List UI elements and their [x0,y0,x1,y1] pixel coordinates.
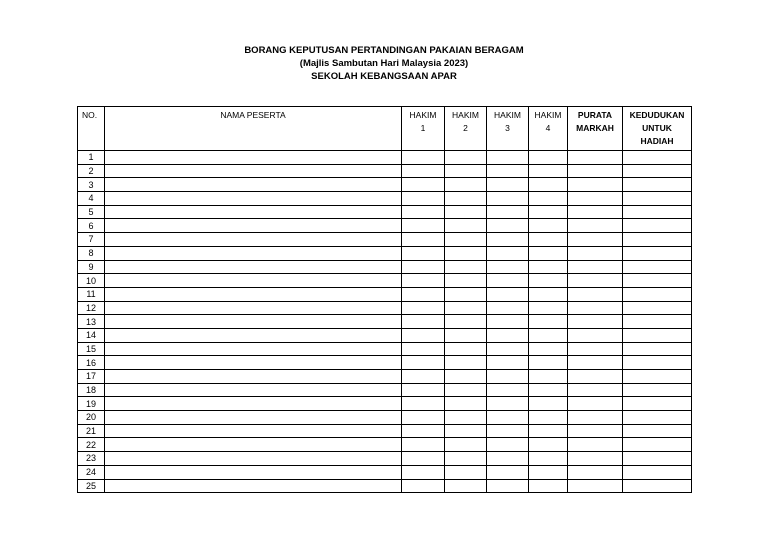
judge-3-score-cell[interactable] [487,452,529,466]
judge-4-score-cell[interactable] [529,383,568,397]
prize-rank-cell[interactable] [623,370,692,384]
table-row [78,192,692,206]
judge-4-score-cell[interactable] [529,192,568,206]
judge-4-score-cell[interactable] [529,465,568,479]
prize-rank-cell[interactable] [623,438,692,452]
header-no: NO. [78,107,105,151]
participant-name-cell[interactable] [105,465,402,479]
participant-name-cell[interactable] [105,301,402,315]
average-score-cell[interactable] [568,424,623,438]
row-number: 10 [78,274,105,288]
prize-rank-cell[interactable] [623,315,692,329]
row-number: 9 [78,260,105,274]
judge-4-score-cell[interactable] [529,178,568,192]
table-row [78,438,692,452]
row-number: 4 [78,192,105,206]
header-average-score [568,107,623,151]
header-judge-3 [487,107,529,151]
rank-line-1: KEDUDUKAN [629,110,685,120]
table-row [78,465,692,479]
average-score-cell[interactable] [568,233,623,247]
average-score-cell[interactable] [568,192,623,206]
judge-1-score-cell[interactable] [402,164,445,178]
judge-4-score-cell[interactable] [529,342,568,356]
table-row [78,424,692,438]
judge-4-score-cell[interactable] [529,452,568,466]
average-score-cell[interactable] [568,274,623,288]
judge-1-score-cell[interactable] [402,219,445,233]
table-row [78,219,692,233]
judge-4-score-cell[interactable] [529,219,568,233]
judge-3-label: HAKIM [494,110,521,120]
judge-2-score-cell[interactable] [445,233,487,247]
judge-2-score-cell[interactable] [445,328,487,342]
judge-1-score-cell[interactable] [402,205,445,219]
judge-2-score-cell[interactable] [445,356,487,370]
prize-rank-cell[interactable] [623,287,692,301]
judge-1-score-cell[interactable] [402,246,445,260]
participant-name-cell[interactable] [105,246,402,260]
judge-4-score-cell[interactable] [529,397,568,411]
prize-rank-cell[interactable] [623,192,692,206]
judge-2-score-cell[interactable] [445,287,487,301]
judge-1-score-cell[interactable] [402,397,445,411]
row-number: 23 [78,452,105,466]
prize-rank-cell[interactable] [623,328,692,342]
judge-1-score-cell[interactable] [402,287,445,301]
average-score-cell[interactable] [568,479,623,493]
judge-1-score-cell[interactable] [402,233,445,247]
table-row [78,164,692,178]
judge-2-score-cell[interactable] [445,219,487,233]
table-row [78,479,692,493]
prize-rank-cell[interactable] [623,479,692,493]
judge-4-score-cell[interactable] [529,424,568,438]
judge-2-score-cell[interactable] [445,424,487,438]
prize-rank-cell[interactable] [623,205,692,219]
prize-rank-cell[interactable] [623,164,692,178]
header-judge-1 [402,107,445,151]
row-number: 21 [78,424,105,438]
judge-4-number: 4 [545,123,551,133]
form-title-block [0,44,768,83]
judge-4-score-cell[interactable] [529,370,568,384]
judge-3-score-cell[interactable] [487,342,529,356]
table-row [78,315,692,329]
judge-2-score-cell[interactable] [445,178,487,192]
row-number: 15 [78,342,105,356]
average-score-cell[interactable] [568,260,623,274]
judge-2-score-cell[interactable] [445,438,487,452]
form-title: BORANG KEPUTUSAN PERTANDINGAN PAKAIAN BERAGAM [244,45,524,56]
participant-name-cell[interactable] [105,411,402,425]
participant-name-cell[interactable] [105,205,402,219]
average-score-cell[interactable] [568,465,623,479]
rank-line-2: UNTUK [642,123,672,133]
table-row [78,233,692,247]
judge-1-score-cell[interactable] [402,383,445,397]
judge-3-score-cell[interactable] [487,328,529,342]
judge-4-score-cell[interactable] [529,438,568,452]
average-score-cell[interactable] [568,151,623,165]
participant-name-cell[interactable] [105,260,402,274]
row-number: 17 [78,370,105,384]
judge-4-score-cell[interactable] [529,246,568,260]
row-number: 24 [78,465,105,479]
judge-2-score-cell[interactable] [445,370,487,384]
prize-rank-cell[interactable] [623,233,692,247]
judge-2-score-cell[interactable] [445,411,487,425]
prize-rank-cell[interactable] [623,246,692,260]
judge-1-score-cell[interactable] [402,479,445,493]
participant-name-cell[interactable] [105,452,402,466]
table-row [78,397,692,411]
row-number: 19 [78,397,105,411]
judge-1-score-cell[interactable] [402,370,445,384]
average-score-cell[interactable] [568,246,623,260]
average-score-cell[interactable] [568,301,623,315]
average-line-2: MARKAH [576,123,614,133]
judge-4-score-cell[interactable] [529,260,568,274]
judge-1-score-cell[interactable] [402,151,445,165]
judge-4-score-cell[interactable] [529,328,568,342]
judge-3-score-cell[interactable] [487,315,529,329]
prize-rank-cell[interactable] [623,397,692,411]
judge-2-score-cell[interactable] [445,465,487,479]
row-number: 2 [78,164,105,178]
average-score-cell[interactable] [568,315,623,329]
judge-4-score-cell[interactable] [529,301,568,315]
participant-name-cell[interactable] [105,397,402,411]
header-judge-2 [445,107,487,151]
judge-1-score-cell[interactable] [402,315,445,329]
table-row [78,342,692,356]
prize-rank-cell[interactable] [623,260,692,274]
row-number: 3 [78,178,105,192]
judge-3-score-cell[interactable] [487,151,529,165]
table-header-row [78,107,692,151]
table-row [78,411,692,425]
participant-name-cell[interactable] [105,151,402,165]
judge-3-score-cell[interactable] [487,274,529,288]
row-number: 14 [78,328,105,342]
participant-name-cell[interactable] [105,164,402,178]
row-number: 5 [78,205,105,219]
judge-1-score-cell[interactable] [402,274,445,288]
average-score-cell[interactable] [568,356,623,370]
table-row [78,452,692,466]
judge-3-score-cell[interactable] [487,287,529,301]
table-row [78,274,692,288]
row-number: 6 [78,219,105,233]
judge-2-score-cell[interactable] [445,164,487,178]
prize-rank-cell[interactable] [623,452,692,466]
table-row [78,301,692,315]
header-prize-rank [623,107,692,151]
prize-rank-cell[interactable] [623,219,692,233]
judge-3-score-cell[interactable] [487,233,529,247]
row-number: 13 [78,315,105,329]
judge-3-score-cell[interactable] [487,479,529,493]
judge-1-score-cell[interactable] [402,465,445,479]
participant-name-cell[interactable] [105,438,402,452]
average-score-cell[interactable] [568,397,623,411]
average-score-cell[interactable] [568,219,623,233]
participant-name-cell[interactable] [105,233,402,247]
participant-name-cell[interactable] [105,219,402,233]
average-score-cell[interactable] [568,287,623,301]
judge-2-score-cell[interactable] [445,479,487,493]
judge-2-score-cell[interactable] [445,151,487,165]
table-row [78,356,692,370]
judge-3-score-cell[interactable] [487,411,529,425]
participant-name-cell[interactable] [105,342,402,356]
participant-name-cell[interactable] [105,424,402,438]
average-score-cell[interactable] [568,452,623,466]
prize-rank-cell[interactable] [623,274,692,288]
prize-rank-cell[interactable] [623,424,692,438]
judge-3-score-cell[interactable] [487,192,529,206]
judge-2-score-cell[interactable] [445,397,487,411]
form-subtitle-school: SEKOLAH KEBANGSAAN APAR [311,71,457,82]
judge-2-score-cell[interactable] [445,383,487,397]
judge-3-score-cell[interactable] [487,260,529,274]
row-number: 18 [78,383,105,397]
participant-name-cell[interactable] [105,178,402,192]
judge-4-label: HAKIM [534,110,562,120]
prize-rank-cell[interactable] [623,383,692,397]
judge-4-score-cell[interactable] [529,205,568,219]
row-number: 25 [78,479,105,493]
judge-2-label: HAKIM [452,110,479,120]
judge-3-score-cell[interactable] [487,219,529,233]
average-score-cell[interactable] [568,178,623,192]
average-line-1: PURATA [577,110,613,120]
judge-1-score-cell[interactable] [402,424,445,438]
prize-rank-cell[interactable] [623,411,692,425]
judge-2-score-cell[interactable] [445,274,487,288]
judge-2-score-cell[interactable] [445,260,487,274]
judge-3-score-cell[interactable] [487,383,529,397]
average-score-cell[interactable] [568,411,623,425]
row-number: 20 [78,411,105,425]
prize-rank-cell[interactable] [623,465,692,479]
judge-1-score-cell[interactable] [402,328,445,342]
judge-3-score-cell[interactable] [487,246,529,260]
judge-1-label: HAKIM [409,110,437,120]
participant-name-cell[interactable] [105,287,402,301]
judge-3-score-cell[interactable] [487,356,529,370]
form-subtitle-event: (Majlis Sambutan Hari Malaysia 2023) [299,58,469,69]
judge-1-score-cell[interactable] [402,411,445,425]
judge-4-score-cell[interactable] [529,274,568,288]
judge-1-score-cell[interactable] [402,342,445,356]
judge-3-score-cell[interactable] [487,438,529,452]
table-row [78,246,692,260]
row-number: 12 [78,301,105,315]
judge-2-score-cell[interactable] [445,301,487,315]
row-number: 7 [78,233,105,247]
judge-2-score-cell[interactable] [445,246,487,260]
row-number: 8 [78,246,105,260]
judge-3-score-cell[interactable] [487,397,529,411]
table-row [78,260,692,274]
judge-1-score-cell[interactable] [402,452,445,466]
average-score-cell[interactable] [568,342,623,356]
table-row [78,178,692,192]
judge-4-score-cell[interactable] [529,356,568,370]
judge-4-score-cell[interactable] [529,151,568,165]
judge-3-score-cell[interactable] [487,424,529,438]
table-row [78,370,692,384]
judge-2-score-cell[interactable] [445,342,487,356]
participant-name-cell[interactable] [105,315,402,329]
judge-3-score-cell[interactable] [487,465,529,479]
participant-name-cell[interactable] [105,192,402,206]
table-row [78,287,692,301]
table-row [78,205,692,219]
table-row [78,383,692,397]
row-number: 11 [78,287,105,301]
judge-2-score-cell[interactable] [445,192,487,206]
judge-1-score-cell[interactable] [402,438,445,452]
judge-4-score-cell[interactable] [529,164,568,178]
prize-rank-cell[interactable] [623,151,692,165]
judge-2-score-cell[interactable] [445,452,487,466]
prize-rank-cell[interactable] [623,301,692,315]
rank-line-3: HADIAH [640,136,674,146]
judge-2-number: 2 [463,123,468,133]
judge-3-score-cell[interactable] [487,301,529,315]
participant-name-cell[interactable] [105,328,402,342]
average-score-cell[interactable] [568,438,623,452]
participant-name-cell[interactable] [105,356,402,370]
judge-4-score-cell[interactable] [529,233,568,247]
results-table [77,106,692,493]
average-score-cell[interactable] [568,328,623,342]
table-row [78,328,692,342]
header-participant-name: NAMA PESERTA [105,107,402,151]
prize-rank-cell[interactable] [623,356,692,370]
judge-3-number: 3 [505,123,510,133]
row-number: 1 [78,151,105,165]
participant-name-cell[interactable] [105,274,402,288]
participant-name-cell[interactable] [105,383,402,397]
table-row [78,151,692,165]
judge-1-score-cell[interactable] [402,356,445,370]
judge-4-score-cell[interactable] [529,315,568,329]
judge-2-score-cell[interactable] [445,315,487,329]
judge-3-score-cell[interactable] [487,178,529,192]
judge-1-score-cell[interactable] [402,178,445,192]
judge-3-score-cell[interactable] [487,164,529,178]
average-score-cell[interactable] [568,164,623,178]
judge-4-score-cell[interactable] [529,287,568,301]
row-number: 22 [78,438,105,452]
judge-3-score-cell[interactable] [487,370,529,384]
average-score-cell[interactable] [568,205,623,219]
row-number: 16 [78,356,105,370]
judge-1-score-cell[interactable] [402,192,445,206]
judge-2-score-cell[interactable] [445,205,487,219]
header-judge-4 [529,107,568,151]
judge-1-score-cell[interactable] [402,260,445,274]
judge-4-score-cell[interactable] [529,411,568,425]
judge-3-score-cell[interactable] [487,205,529,219]
prize-rank-cell[interactable] [623,178,692,192]
participant-name-cell[interactable] [105,479,402,493]
prize-rank-cell[interactable] [623,342,692,356]
table-body [78,151,692,493]
judge-4-score-cell[interactable] [529,479,568,493]
judge-1-score-cell[interactable] [402,301,445,315]
judge-1-number: 1 [420,123,426,133]
average-score-cell[interactable] [568,383,623,397]
participant-name-cell[interactable] [105,370,402,384]
average-score-cell[interactable] [568,370,623,384]
